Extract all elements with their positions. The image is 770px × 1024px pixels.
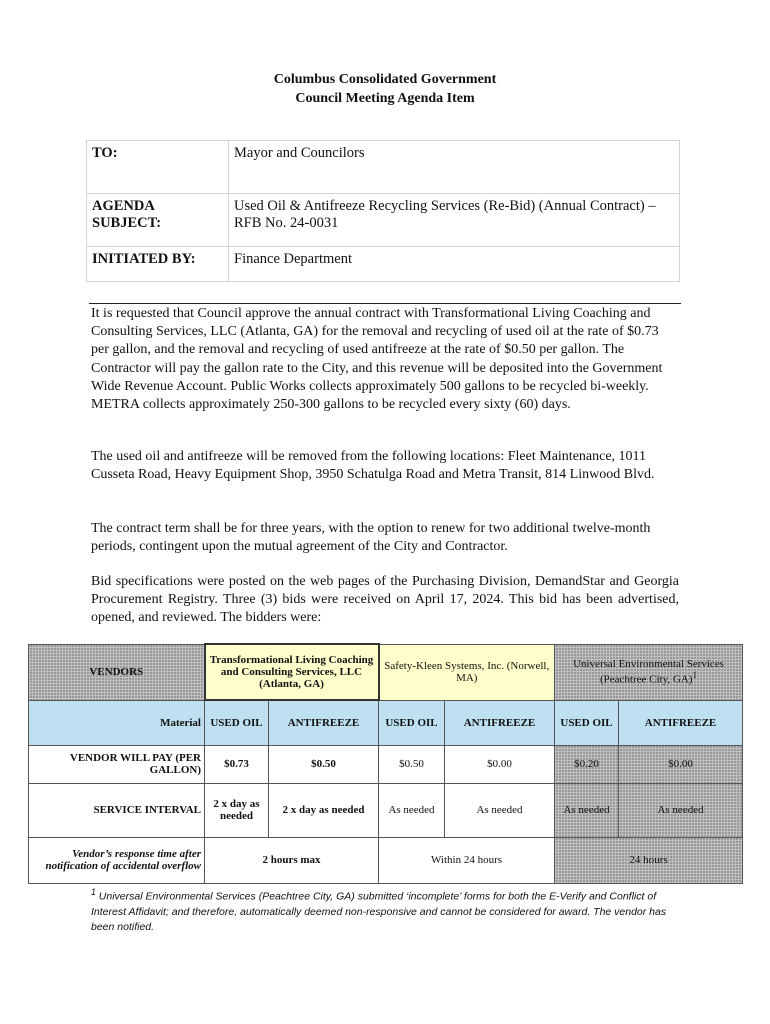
v3-antifreeze-interval: As needed	[619, 783, 743, 837]
table-row	[29, 783, 743, 837]
table-row	[29, 644, 743, 700]
table-row	[29, 745, 743, 783]
v2-antifreeze-interval: As needed	[445, 783, 555, 837]
initiated-value: Finance Department	[229, 247, 680, 282]
document-title: Columbus Consolidated Government	[273, 72, 497, 87]
v2-response-time: Within 24 hours	[379, 837, 555, 883]
document-subtitle: Council Meeting Agenda Item	[295, 91, 475, 106]
v3-used-oil-interval: As needed	[555, 783, 619, 837]
footnote	[91, 885, 681, 935]
v2-used-oil-header: USED OIL	[379, 700, 445, 745]
table-row	[29, 700, 743, 745]
vendor-3-name: Universal Environmental Services (Peachtree City, GA)	[573, 658, 724, 686]
v2-antifreeze-header: ANTIFREEZE	[445, 700, 555, 745]
subject-label: AGENDA SUBJECT:	[87, 194, 229, 247]
v3-antifreeze-rate: $0.00	[619, 745, 743, 783]
locations-paragraph: The used oil and antifreeze will be removed from the following locations: Fleet Maintenance, 1011 Cusseta Road, Heavy Equipment Shop, 3950 Schatulga Road and Metra Transit, 814 Linwood Blvd.	[91, 449, 655, 483]
v2-used-oil-rate: $0.50	[379, 745, 445, 783]
response-time-label: Vendor’s response time after notification of accidental overflow	[29, 837, 205, 883]
subject-value: Used Oil & Antifreeze Recycling Services (Re-Bid) (Annual Contract) – RFB No. 24-0031	[229, 194, 680, 247]
v3-used-oil-rate: $0.20	[555, 745, 619, 783]
v2-antifreeze-rate: $0.00	[445, 745, 555, 783]
v3-antifreeze-header: ANTIFREEZE	[619, 700, 743, 745]
to-label: TO:	[87, 141, 229, 194]
vendor-2-name: Safety-Kleen Systems, Inc. (Norwell, MA)	[379, 644, 555, 700]
request-paragraph: It is requested that Council approve the annual contract with Transformational Living Coaching and Consulting Services, LLC (Atlanta, GA) for the removal and recycling of used oil at the rate of $0.73 per gallon, and the removal and recycling of used antifreeze at the rate of $0.50 per gallon. The Contractor will pay the gallon rate to the City, and this revenue will be deposited into the Government Wide Revenue Account. Public Works collects approximately 500 gallons to be recycled bi-weekly. METRA collects approximately 250-300 gallons to be recycled every sixty (60) days.	[91, 306, 663, 413]
contract-term-paragraph: The contract term shall be for three years, with the option to renew for two additional twelve-month periods, contingent upon the mutual agreement of the City and Contractor.	[91, 521, 651, 555]
bid-specifications-paragraph: Bid specifications were posted on the web pages of the Purchasing Division, DemandStar and Georgia Procurement Registry. Three (3) bids were received on April 17, 2024. This bid has been advertised, opened, and reviewed. The bidders were:	[91, 574, 679, 626]
table-row	[29, 837, 743, 883]
service-interval-label: SERVICE INTERVAL	[29, 783, 205, 837]
v1-used-oil-rate: $0.73	[205, 745, 269, 783]
footnote-mark: 1	[91, 887, 96, 897]
to-value: Mayor and Councilors	[229, 141, 680, 194]
divider	[89, 303, 681, 304]
v1-response-time: 2 hours max	[205, 837, 379, 883]
v3-response-time: 24 hours	[555, 837, 743, 883]
v1-antifreeze-header: ANTIFREEZE	[269, 700, 379, 745]
v2-used-oil-interval: As needed	[379, 783, 445, 837]
vendor-3-cell	[555, 644, 743, 700]
vendor-will-pay-label: VENDOR WILL PAY (PER GALLON)	[29, 745, 205, 783]
vendor-1-name: Transformational Living Coaching and Consulting Services, LLC (Atlanta, GA)	[205, 644, 379, 700]
vendors-header: VENDORS	[29, 644, 205, 700]
initiated-label: INITIATED BY:	[87, 247, 229, 282]
vendor-3-footnote-mark: 1	[692, 670, 698, 681]
material-label: Material	[29, 700, 205, 745]
v1-used-oil-interval: 2 x day as needed	[205, 783, 269, 837]
agenda-header-table	[86, 140, 680, 282]
footnote-text: Universal Environmental Services (Peachtree City, GA) submitted ‘incomplete’ forms for both the E-Verify and Conflict of Interest Affidavit; and therefore, automatically deemed non-responsive and cannot be considered for award. The vendor has been notified.	[91, 890, 667, 933]
bid-tabulation-table	[28, 643, 743, 884]
v3-used-oil-header: USED OIL	[555, 700, 619, 745]
v1-antifreeze-interval: 2 x day as needed	[269, 783, 379, 837]
v1-antifreeze-rate: $0.50	[269, 745, 379, 783]
v1-used-oil-header: USED OIL	[205, 700, 269, 745]
